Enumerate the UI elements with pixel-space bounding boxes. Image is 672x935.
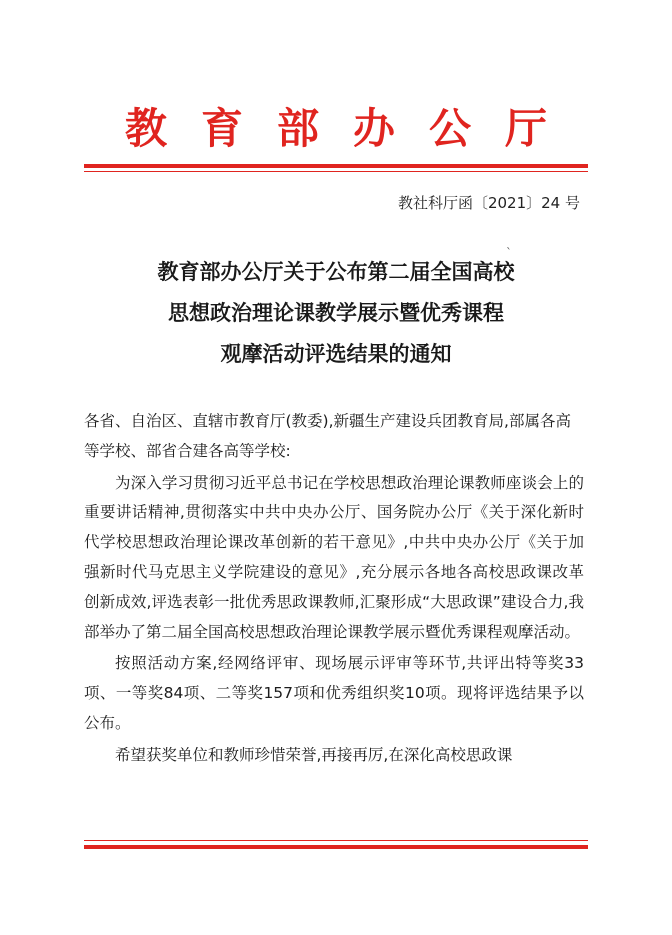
salutation: 各省、自治区、直辖市教育厅(教委),新疆生产建设兵团教育局,部属各高等学校、部省合建各高等学校: <box>84 412 571 460</box>
body-paragraph-2: 按照活动方案,经网络评审、现场展示评审等环节,共评出特等奖33项、一等奖84项、二等奖157项和优秀组织奖10项。现将评选结果予以公布。 <box>84 654 584 732</box>
footer-rule-thin <box>84 840 588 841</box>
masthead-rule-thick <box>84 164 588 168</box>
body-paragraph-3: 希望获奖单位和教师珍惜荣誉,再接再厉,在深化高校思政课 <box>115 745 513 764</box>
title-line-1: 教育部办公厅关于公布第二届全国高校 <box>157 260 515 284</box>
masthead-title: 教育部办公厅 <box>124 104 581 153</box>
title-line-2: 思想政治理论课教学展示暨优秀课程 <box>168 301 504 325</box>
title-line-3: 观摩活动评选结果的通知 <box>220 342 452 366</box>
document-title <box>0 252 672 375</box>
document-number: 教社科厅函〔2021〕24 号 <box>397 194 580 212</box>
masthead-rule-thin <box>84 171 588 172</box>
scan-mark: ˋ <box>506 246 512 260</box>
body-paragraph-1: 为深入学习贯彻习近平总书记在学校思想政治理论课教师座谈会上的重要讲话精神,贯彻落实中共中央办公厅、国务院办公厅《关于深化新时代学校思想政治理论课改革创新的若干意见》,中共中央办公厅《关于加强新时代马克思主义学院建设的意见》,充分展示各地各高校思政课改革创新成效,评选表彰一批优秀思政课教师,汇聚形成“大思政课”建设合力,我部举办了第二届全国高校思想政治理论课教学展示暨优秀课程观摩活动。 <box>84 473 584 641</box>
footer-rule-thick <box>84 845 588 849</box>
document-body <box>84 407 584 771</box>
